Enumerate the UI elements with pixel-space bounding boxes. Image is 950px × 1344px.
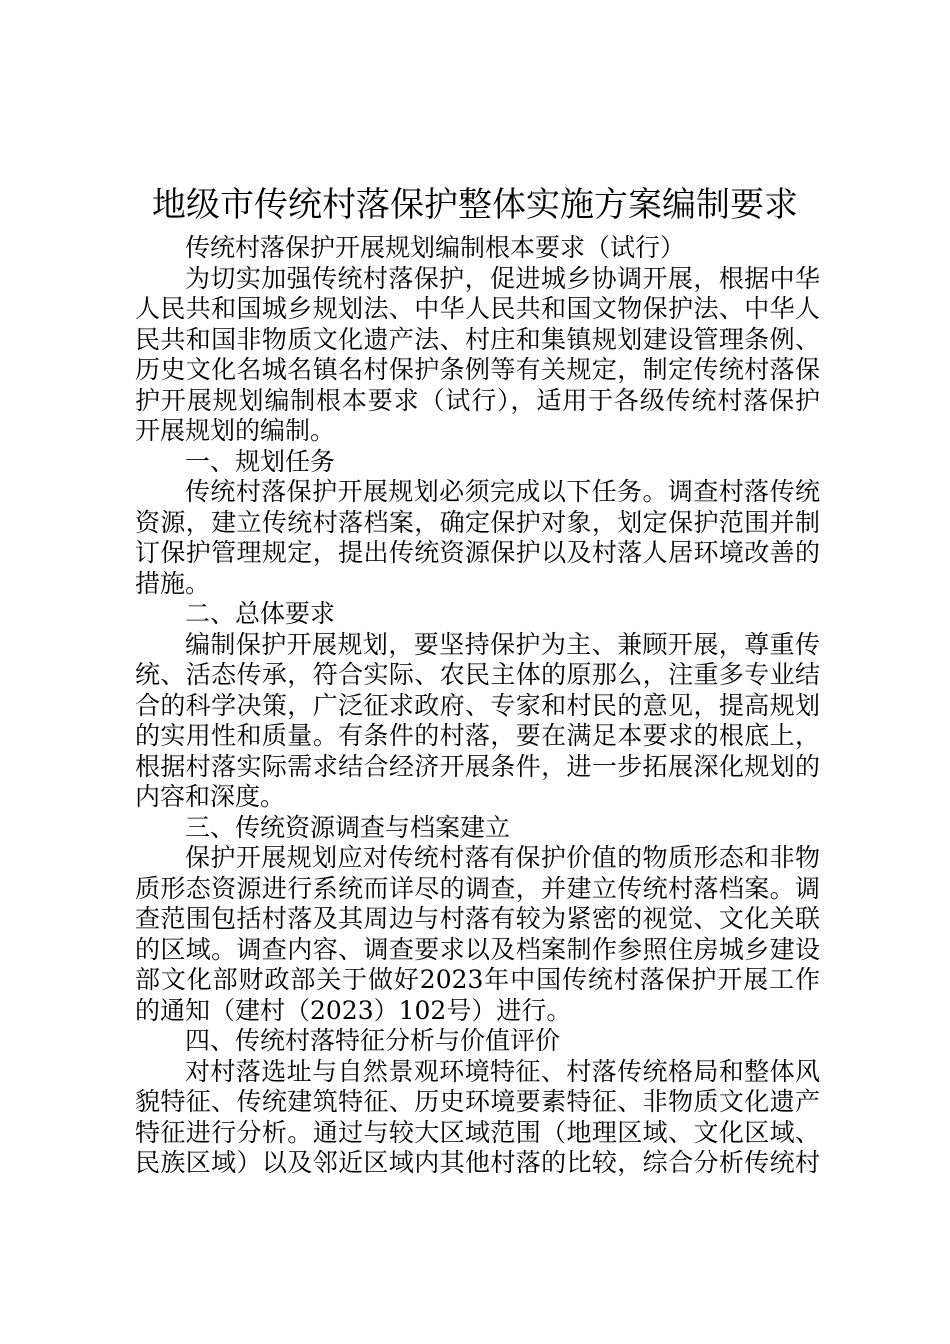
text-line: 的通知（建村（2023）102号）进行。 bbox=[135, 995, 572, 1025]
text-line: 的实用性和质量。有条件的村落，要在满足本要求的根底上， bbox=[135, 721, 820, 750]
section-general-requirements bbox=[135, 599, 820, 813]
text-line: 护开展规划编制根本要求（试行），适用于各级传统村落保护 bbox=[135, 385, 820, 415]
text-line: 民族区域）以及邻近区域内其他村落的比较，综合分析传统村 bbox=[135, 1148, 820, 1177]
text-line: 合的科学决策，广泛征求政府、专家和村民的意见，提高规划 bbox=[135, 690, 820, 720]
section-resource-survey bbox=[135, 813, 820, 1027]
text-line: 查范围包括村落及其周边与村落有较为紧密的视觉、文化关联 bbox=[135, 904, 820, 933]
text-line: 特征进行分析。通过与较大区域范围（地理区域、文化区域、 bbox=[135, 1117, 820, 1147]
text-line: 对村落选址与自然景观环境特征、村落传统格局和整体风 bbox=[185, 1056, 820, 1086]
text-line: 编制保护开展规划，要坚持保护为主、兼顾开展，尊重传 bbox=[185, 629, 820, 659]
text-line: 的区域。调查内容、调查要求以及档案制作参照住房城乡建设 bbox=[135, 934, 820, 964]
intro-paragraph bbox=[135, 264, 820, 447]
text-line: 为切实加强传统村落保护，促进城乡协调开展，根据中华 bbox=[185, 263, 820, 293]
section-planning-tasks bbox=[135, 447, 820, 600]
text-line: 貌特征、传统建筑特征、历史环境要素特征、非物质文化遗产 bbox=[135, 1087, 820, 1116]
section-heading: 二、总体要求 bbox=[185, 599, 336, 628]
section-heading: 三、传统资源调查与档案建立 bbox=[185, 812, 511, 842]
text-line: 人民共和国城乡规划法、中华人民共和国文物保护法、中华人 bbox=[135, 294, 820, 323]
text-line: 历史文化名城名镇名村保护条例等有关规定，制定传统村落保 bbox=[135, 355, 820, 384]
text-line: 部文化部财政部关于做好2023年中国传统村落保护开展工作 bbox=[135, 965, 820, 994]
document-body bbox=[135, 233, 820, 1179]
text-line: 民共和国非物质文化遗产法、村庄和集镇规划建设管理条例、 bbox=[135, 324, 820, 354]
text-line: 内容和深度。 bbox=[135, 782, 286, 811]
text-line: 统、活态传承，符合实际、农民主体的原那么，注重多专业结 bbox=[135, 660, 820, 689]
text-line: 资源，建立传统村落档案，确定保护对象，划定保护范围并制 bbox=[135, 507, 820, 537]
intro-heading: 传统村落保护开展规划编制根本要求（试行） bbox=[185, 233, 686, 262]
text-line: 保护开展规划应对传统村落有保护价值的物质形态和非物 bbox=[185, 843, 820, 872]
text-line: 开展规划的编制。 bbox=[135, 416, 336, 445]
text-line: 措施。 bbox=[135, 568, 211, 598]
text-line: 质形态资源进行系统而详尽的调查，并建立传统村落档案。调 bbox=[135, 873, 820, 903]
text-line: 根据村落实际需求结合经济开展条件，进一步拓展深化规划的 bbox=[135, 751, 820, 781]
section-heading: 一、规划任务 bbox=[185, 446, 336, 476]
text-line: 订保护管理规定，提出传统资源保护以及村落人居环境改善的 bbox=[135, 538, 820, 567]
document-title: 地级市传统村落保护整体实施方案编制要求 bbox=[152, 185, 798, 225]
text-line: 传统村落保护开展规划必须完成以下任务。调查村落传统 bbox=[185, 477, 820, 506]
section-feature-analysis bbox=[135, 1026, 820, 1179]
section-heading: 四、传统村落特征分析与价值评价 bbox=[185, 1026, 561, 1055]
